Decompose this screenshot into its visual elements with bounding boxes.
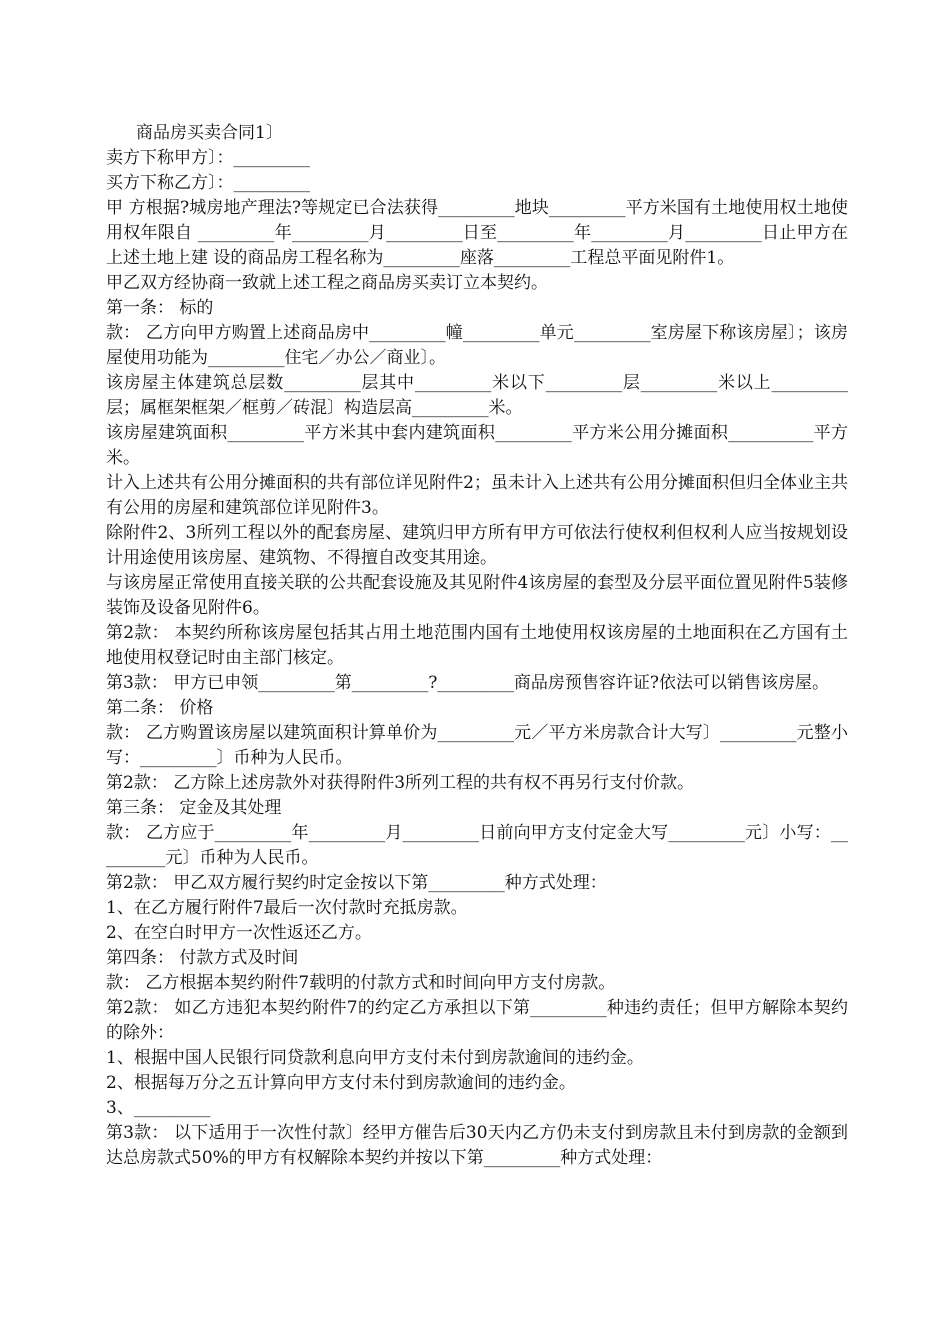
paragraph: 计入上述共有公用分摊面积的共有部位详见附件2；虽未计入上述共有公用分摊面积但归全体业主共有公用的房屋和建筑部位详见附件3。 [106, 473, 848, 518]
paragraph: 第2款： 乙方除上述房款外对获得附件3所列工程的共有权不再另行支付价款。 [106, 773, 695, 793]
paragraph: 第2款： 本契约所称该房屋包括其占用土地范围内国有土地使用权该房屋的土地面积在乙方国有土地使用权登记时由主部门核定。 [106, 623, 848, 668]
section-heading: 第四条： 付款方式及时间 [106, 948, 299, 968]
paragraph: 买方下称乙方〕：_________ [106, 173, 310, 193]
list-item: 1、根据中国人民银行同贷款利息向甲方支付未付到房款逾间的违约金。 [106, 1048, 644, 1068]
paragraph: 卖方下称甲方〕：_________ [106, 148, 310, 168]
document-title: 商品房买卖合同1〕 [136, 123, 283, 143]
paragraph: 除附件2、3所列工程以外的配套房屋、建筑归甲方所有甲方可依法行使权利但权利人应当按规划设计用途使用该房屋、建筑物、不得擅自改变其用途。 [106, 523, 848, 568]
paragraph: 该房屋主体建筑总层数_________层其中_________米以下_________层_________米以上_________层；属框架框架／框剪／砖混〕构造层高_________米。 [106, 373, 848, 418]
paragraph: 款： 乙方购置该房屋以建筑面积计算单价为_________元／平方米房款合计大写〕_________元整小写：_________〕币种为人民币。 [106, 723, 848, 768]
list-item: 2、在空白时甲方一次性返还乙方。 [106, 923, 372, 943]
paragraph: 款： 乙方根据本契约附件7载明的付款方式和时间向甲方支付房款。 [106, 973, 616, 993]
section-heading: 第二条： 价格 [106, 698, 214, 718]
paragraph: 第3款： 甲方已申领_________第_________?_________商品房预售容许证?依法可以销售该房屋。 [106, 673, 829, 693]
paragraph: 款： 乙方应于_________年_________月_________日前向甲方支付定金大写_________元〕小写：_________元〕币种为人民币。 [106, 823, 848, 868]
paragraph: 第3款： 以下适用于一次性付款〕经甲方催告后30天内乙方仍未支付到房款且未付到房款的金额到达总房款式50%的甲方有权解除本契约并按以下第_________种方式处理： [106, 1123, 848, 1168]
section-heading: 第三条： 定金及其处理 [106, 798, 282, 818]
paragraph: 该房屋建筑面积_________平方米其中套内建筑面积_________平方米公用分摊面积__________平方米。 [106, 423, 848, 468]
list-item: 1、在乙方履行附件7最后一次付款时充抵房款。 [106, 898, 468, 918]
paragraph: 款： 乙方向甲方购置上述商品房中_________幢_________单元_________室房屋下称该房屋〕；该房屋使用功能为_________住宅／办公／商业〕。 [106, 323, 848, 368]
paragraph: 第2款： 如乙方违犯本契约附件7的约定乙方承担以下第_________种违约责任；但甲方解除本契约的除外： [106, 998, 848, 1043]
list-item: 2、根据每万分之五计算向甲方支付未付到房款逾间的违约金。 [106, 1073, 576, 1093]
contract-page [106, 121, 848, 1171]
paragraph: 与该房屋正常使用直接关联的公共配套设施及其见附件4该房屋的套型及分层平面位置见附件5装修装饰及设备见附件6。 [106, 573, 848, 618]
list-item: 3、_________ [106, 1098, 211, 1118]
paragraph: 第2款： 甲乙双方履行契约时定金按以下第_________种方式处理： [106, 873, 607, 893]
paragraph: 甲 方根据?城房地产理法?等规定已合法获得_________地块_________平方米国有土地使用权土地使用权年限自 _________年_________月_________日至_________年_________月_________日止甲方在上述土地上建 设的商品房工程名称为_________座落_________工程总平面见附件1。 [106, 198, 848, 268]
paragraph: 甲乙双方经协商一致就上述工程之商品房买卖订立本契约。 [106, 273, 548, 293]
section-heading: 第一条： 标的 [106, 298, 214, 318]
